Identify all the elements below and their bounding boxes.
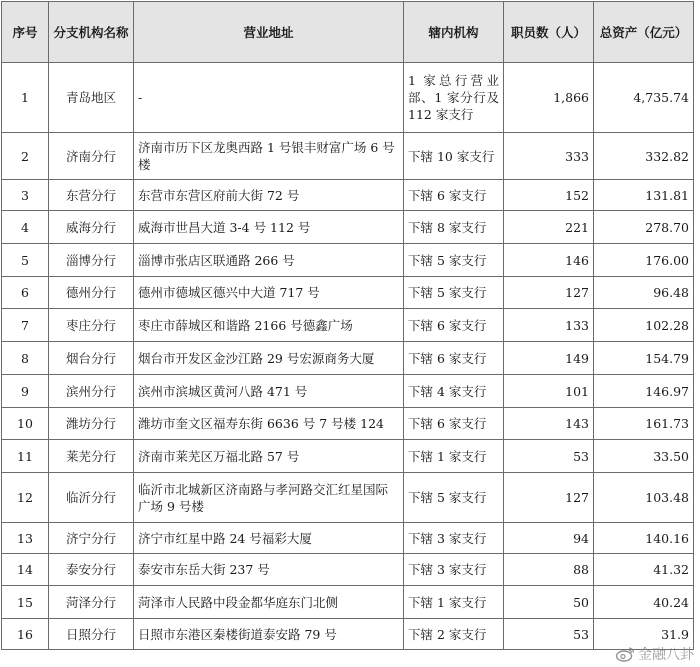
cell-assets: 161.73 <box>594 408 694 440</box>
cell-name: 枣庄分行 <box>49 309 134 342</box>
cell-assets: 4,735.74 <box>594 63 694 133</box>
table-row <box>2 375 694 408</box>
header-address: 营业地址 <box>134 2 404 63</box>
cell-address: 菏泽市人民路中段金都华庭东门北侧 <box>134 586 404 619</box>
cell-staff: 221 <box>504 211 594 244</box>
cell-sub-units: 下辖 10 家支行 <box>404 133 504 180</box>
table-row <box>2 211 694 244</box>
cell-sub-units: 下辖 6 家支行 <box>404 408 504 440</box>
table-row <box>2 440 694 473</box>
cell-address: - <box>134 63 404 133</box>
cell-assets: 41.32 <box>594 554 694 586</box>
cell-address: 济南市历下区龙奥西路 1 号银丰财富广场 6 号楼 <box>134 133 404 180</box>
cell-staff: 88 <box>504 554 594 586</box>
cell-sub-units: 下辖 1 家支行 <box>404 440 504 473</box>
table-row <box>2 408 694 440</box>
cell-assets: 278.70 <box>594 211 694 244</box>
table-row <box>2 554 694 586</box>
cell-name: 淄博分行 <box>49 244 134 277</box>
cell-address: 滨州市滨城区黄河八路 471 号 <box>134 375 404 408</box>
cell-assets: 102.28 <box>594 309 694 342</box>
cell-address: 东营市东营区府前大街 72 号 <box>134 180 404 211</box>
cell-sub-units: 下辖 4 家支行 <box>404 375 504 408</box>
table-row <box>2 309 694 342</box>
table-row <box>2 473 694 523</box>
cell-assets: 40.24 <box>594 586 694 619</box>
cell-no: 8 <box>2 342 49 375</box>
cell-sub-units: 下辖 2 家支行 <box>404 619 504 650</box>
cell-assets: 31.9 <box>594 619 694 650</box>
cell-name: 青岛地区 <box>49 63 134 133</box>
cell-address: 烟台市开发区金沙江路 29 号宏源商务大厦 <box>134 342 404 375</box>
cell-no: 5 <box>2 244 49 277</box>
cell-staff: 333 <box>504 133 594 180</box>
watermark-text: 金融八卦 <box>638 647 694 663</box>
cell-no: 4 <box>2 211 49 244</box>
table-row <box>2 277 694 309</box>
cell-address: 济宁市红星中路 24 号福彩大厦 <box>134 523 404 554</box>
cell-address: 临沂市北城新区济南路与孝河路交汇红星国际广场 9 号楼 <box>134 473 404 523</box>
cell-no: 12 <box>2 473 49 523</box>
cell-assets: 33.50 <box>594 440 694 473</box>
cell-no: 15 <box>2 586 49 619</box>
cell-name: 临沂分行 <box>49 473 134 523</box>
table-row <box>2 180 694 211</box>
cell-name: 滨州分行 <box>49 375 134 408</box>
cell-address: 枣庄市薛城区和谐路 2166 号德鑫广场 <box>134 309 404 342</box>
cell-sub-units: 下辖 8 家支行 <box>404 211 504 244</box>
cell-address: 威海市世昌大道 3-4 号 112 号 <box>134 211 404 244</box>
cell-no: 11 <box>2 440 49 473</box>
cell-no: 16 <box>2 619 49 650</box>
cell-address: 济南市莱芜区万福北路 57 号 <box>134 440 404 473</box>
cell-no: 1 <box>2 63 49 133</box>
cell-sub-units: 下辖 6 家支行 <box>404 180 504 211</box>
header-assets: 总资产（亿元） <box>594 2 694 63</box>
cell-assets: 332.82 <box>594 133 694 180</box>
cell-name: 泰安分行 <box>49 554 134 586</box>
cell-staff: 101 <box>504 375 594 408</box>
table-row <box>2 523 694 554</box>
cell-name: 济宁分行 <box>49 523 134 554</box>
cell-staff: 127 <box>504 277 594 309</box>
cell-assets: 96.48 <box>594 277 694 309</box>
cell-name: 莱芜分行 <box>49 440 134 473</box>
cell-assets: 140.16 <box>594 523 694 554</box>
cell-address: 潍坊市奎文区福寿东街 6636 号 7 号楼 124 <box>134 408 404 440</box>
cell-staff: 94 <box>504 523 594 554</box>
header-staff: 职员数（人） <box>504 2 594 63</box>
cell-no: 7 <box>2 309 49 342</box>
cell-name: 菏泽分行 <box>49 586 134 619</box>
header-row <box>2 2 694 63</box>
cell-assets: 154.79 <box>594 342 694 375</box>
cell-staff: 53 <box>504 440 594 473</box>
weibo-logo-icon <box>615 646 635 662</box>
cell-assets: 176.00 <box>594 244 694 277</box>
cell-name: 东营分行 <box>49 180 134 211</box>
cell-no: 10 <box>2 408 49 440</box>
cell-assets: 131.81 <box>594 180 694 211</box>
header-sub-units: 辖内机构 <box>404 2 504 63</box>
table-row <box>2 133 694 180</box>
cell-assets: 146.97 <box>594 375 694 408</box>
cell-no: 3 <box>2 180 49 211</box>
table-row <box>2 619 694 650</box>
table-row <box>2 63 694 133</box>
table-row <box>2 244 694 277</box>
cell-staff: 1,866 <box>504 63 594 133</box>
cell-sub-units: 下辖 3 家支行 <box>404 554 504 586</box>
cell-name: 威海分行 <box>49 211 134 244</box>
cell-staff: 133 <box>504 309 594 342</box>
cell-name: 德州分行 <box>49 277 134 309</box>
cell-sub-units: 下辖 5 家支行 <box>404 473 504 523</box>
header-no: 序号 <box>2 2 49 63</box>
cell-sub-units: 下辖 6 家支行 <box>404 342 504 375</box>
cell-no: 6 <box>2 277 49 309</box>
watermark <box>615 644 694 664</box>
cell-staff: 53 <box>504 619 594 650</box>
cell-address: 日照市东港区秦楼街道泰安路 79 号 <box>134 619 404 650</box>
cell-staff: 50 <box>504 586 594 619</box>
cell-name: 烟台分行 <box>49 342 134 375</box>
cell-address: 德州市德城区德兴中大道 717 号 <box>134 277 404 309</box>
table-row <box>2 586 694 619</box>
cell-address: 泰安市东岳大街 237 号 <box>134 554 404 586</box>
cell-sub-units: 下辖 6 家支行 <box>404 309 504 342</box>
cell-name: 日照分行 <box>49 619 134 650</box>
cell-staff: 143 <box>504 408 594 440</box>
cell-staff: 152 <box>504 180 594 211</box>
cell-sub-units: 下辖 5 家支行 <box>404 244 504 277</box>
branch-table <box>1 1 694 650</box>
cell-sub-units: 下辖 3 家支行 <box>404 523 504 554</box>
cell-staff: 149 <box>504 342 594 375</box>
cell-sub-units: 1 家总行营业部、1 家分行及 112 家支行 <box>404 63 504 133</box>
cell-no: 13 <box>2 523 49 554</box>
cell-no: 14 <box>2 554 49 586</box>
cell-address: 淄博市张店区联通路 266 号 <box>134 244 404 277</box>
header-branch-name: 分支机构名称 <box>49 2 134 63</box>
cell-name: 潍坊分行 <box>49 408 134 440</box>
cell-staff: 127 <box>504 473 594 523</box>
cell-staff: 146 <box>504 244 594 277</box>
table-row <box>2 342 694 375</box>
cell-no: 2 <box>2 133 49 180</box>
cell-sub-units: 下辖 1 家支行 <box>404 586 504 619</box>
cell-no: 9 <box>2 375 49 408</box>
cell-name: 济南分行 <box>49 133 134 180</box>
cell-assets: 103.48 <box>594 473 694 523</box>
cell-sub-units: 下辖 5 家支行 <box>404 277 504 309</box>
